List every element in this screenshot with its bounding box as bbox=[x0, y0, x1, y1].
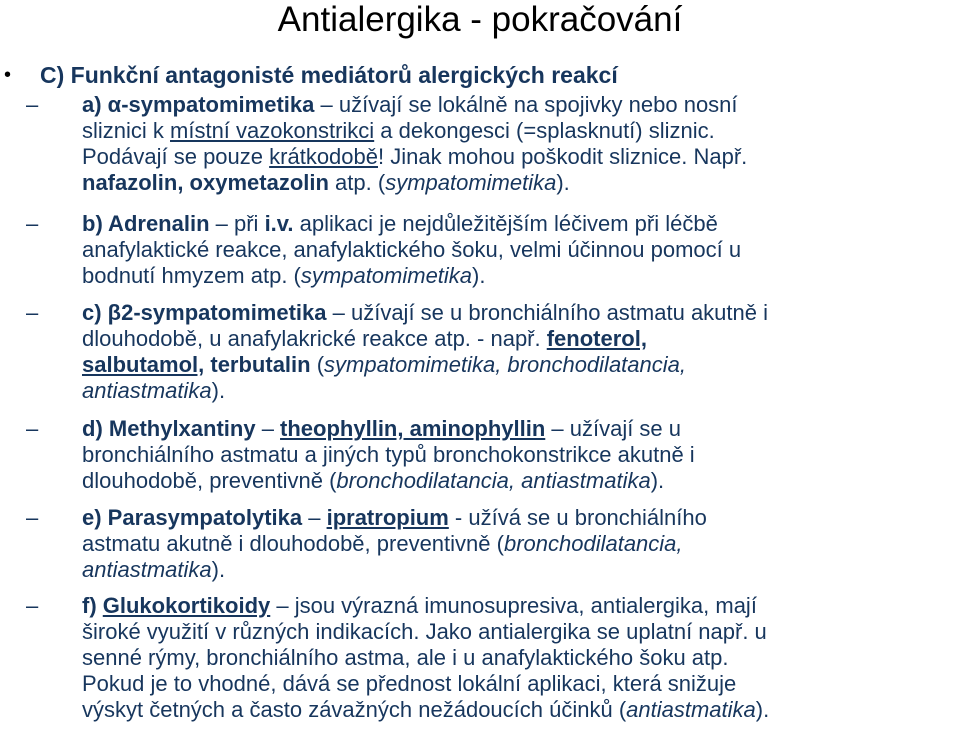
bullet-icon: • bbox=[4, 64, 12, 86]
dash-icon: – bbox=[26, 505, 39, 530]
dash-icon: – bbox=[26, 593, 39, 618]
page-title: Antialergika - pokračování bbox=[277, 0, 683, 39]
dash-icon: – bbox=[26, 92, 39, 117]
list-item-e: – e) Parasympatolytika – ipratropium - užívá se u bronchiálního astmatu akutně i dlouhodobě, preventivně (bronchodilatancia, antiastmatika). bbox=[26, 505, 707, 582]
list-item-a: – a) α-sympatomimetika – užívají se lokálně na spojivky nebo nosní sliznici k místní vazokonstrikci a dekongesci (=splasknutí) sliznic. Podávají se pouze krátkodobě! Jinak mohou poškodit sliznice. Např. nafazolin, oxymetazolin atp. (sympatomimetika). bbox=[26, 92, 748, 195]
list-item-c: – c) β2-sympatomimetika – užívají se u bronchiálního astmatu akutně i dlouhodobě, u anafylakrické reakce atp. - např. fenoterol, salbutamol, terbutalin (sympatomimetika, bronchodilatancia, antiastmatika). bbox=[26, 300, 768, 403]
list-item-b: – b) Adrenalin – při i.v. aplikaci je nejdůležitějším léčivem při léčbě anafylaktické reakce, anafylaktického šoku, velmi účinnou pomocí u bodnutí hmyzem atp. (sympatomimetika). bbox=[26, 211, 742, 288]
list-item-f: – f) Glukokortikoidy – jsou výrazná imunosupresiva, antialergika, mají široké využití v různých indikacích. Jako antialergika se uplatní např. u senné rýmy, bronchiálního astma, ale i u anafylaktického šoku atp. Pokud je to vhodné, dává se přednost lokální aplikaci, která snižuje výskyt četných a často závažných nežádoucích účinků (antiastmatika). bbox=[26, 593, 770, 722]
list-item-d: – d) Methylxantiny – theophyllin, aminophyllin – užívají se u bronchiálního astmatu a jiných typů bronchokonstrikce akutně i dlouhodobě, preventivně (bronchodilatancia, antiastmatika). bbox=[26, 416, 695, 493]
section-heading-text: C) Funkční antagonisté mediátorů alergických reakcí bbox=[40, 62, 618, 88]
section-heading bbox=[4, 62, 618, 88]
dash-icon: – bbox=[26, 211, 39, 236]
dash-icon: – bbox=[26, 300, 39, 325]
dash-icon: – bbox=[26, 416, 39, 441]
